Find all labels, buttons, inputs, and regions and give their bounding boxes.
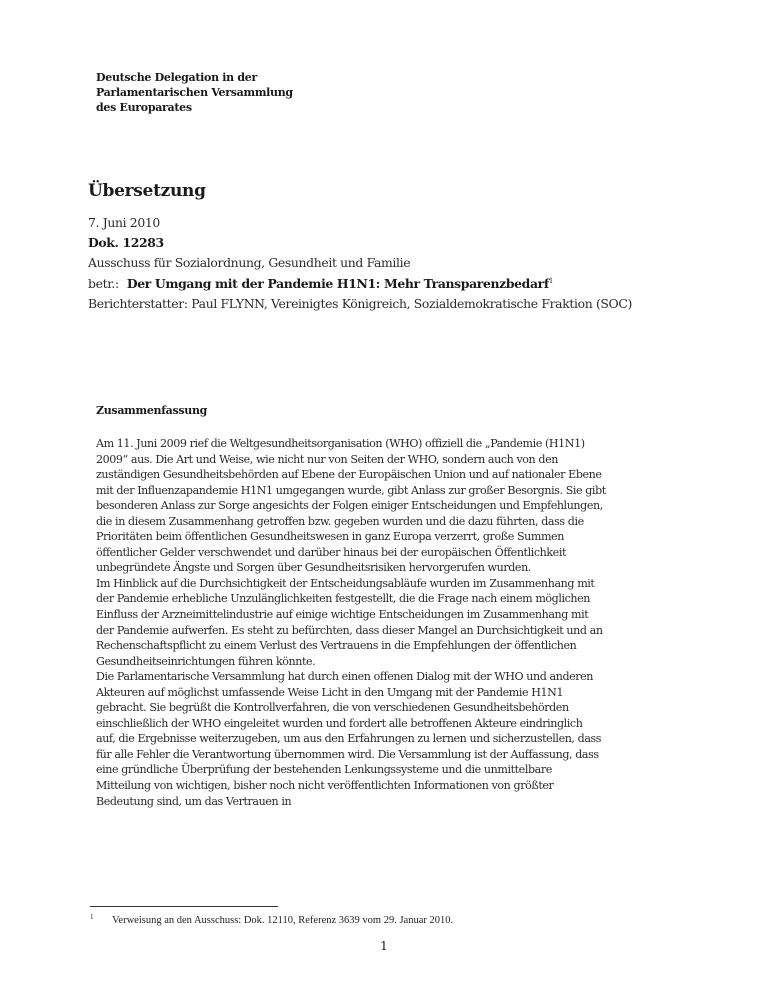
document-number: Dok. 12283 xyxy=(88,235,164,251)
summary-line: einschließlich der WHO eingeleitet wurden und fordert alle betroffenen Akteure eindringlich xyxy=(96,716,583,730)
footnote-text: Verweisung an den Ausschuss: Dok. 12110, Referenz 3639 vom 29. Januar 2010. xyxy=(112,915,454,926)
summary-line: Gesundheitseinrichtungen führen könnte. xyxy=(96,654,316,668)
summary-line: öffentlicher Gelder verschwendet und darüber hinaus bei der europäischen Öffentlichkeit xyxy=(96,545,566,559)
summary-line: Bedeutung sind, um das Vertrauen in xyxy=(96,794,292,808)
summary-line: unbegründete Ängste und Sorgen über Gesundheitsrisiken hervorgerufen wurden. xyxy=(96,561,531,575)
footnote-reference[interactable]: 1 xyxy=(548,276,553,285)
summary-line: mit der Influenzapandemie H1N1 umgegangen wurde, gibt Anlass zur großer Besorgnis. Sie gibt xyxy=(96,483,606,497)
delegation-header xyxy=(96,70,293,115)
page-number: 1 xyxy=(380,939,388,953)
summary-line: besonderen Anlass zur Sorge angesichts der Folgen einiger Entscheidungen und Empfehlungen, xyxy=(96,499,603,513)
footnote-separator xyxy=(90,906,278,907)
summary-line: Am 11. Juni 2009 rief die Weltgesundheitsorganisation (WHO) offiziell die „Pandemie (H1N1) xyxy=(96,437,585,450)
summary-line: die in diesem Zusammenhang getroffen bzw. gegeben wurden und die dazu führten, dass die xyxy=(96,514,584,528)
subject-line xyxy=(88,274,632,294)
summary-line: Im Hinblick auf die Durchsichtigkeit der Entscheidungsabläufe wurden im Zusammenhang mit xyxy=(96,576,595,590)
document-title: Übersetzung xyxy=(88,181,206,201)
document-meta xyxy=(88,213,632,314)
summary-line: der Pandemie aufwerfen. Es steht zu befürchten, dass dieser Mangel an Durchsichtigkeit und an xyxy=(96,623,603,637)
summary-line: 2009“ aus. Die Art und Weise, wie nicht nur von Seiten der WHO, sondern auch von den xyxy=(96,452,558,466)
summary-line: Rechenschaftspflicht zu einem Verlust des Vertrauens in die Empfehlungen der öffentlichen xyxy=(96,639,577,653)
summary-line: Akteuren auf möglichst umfassende Weise Licht in den Umgang mit der Pandemie H1N1 xyxy=(96,685,564,699)
summary-line: Prioritäten beim öffentlichen Gesundheitswesen in ganz Europa verzerrt, große Summen xyxy=(96,530,564,544)
committee-name: Ausschuss für Sozialordnung, Gesundheit und Familie xyxy=(88,255,411,271)
delegation-line: Parlamentarischen Versammlung xyxy=(96,86,293,99)
subject-text: Der Umgang mit der Pandemie H1N1: Mehr Transparenzbedarf xyxy=(126,275,549,291)
delegation-line: Deutsche Delegation in der xyxy=(96,71,257,84)
rapporteur-line: Berichterstatter: Paul FLYNN, Vereinigtes Königreich, Sozialdemokratische Fraktion (SOC) xyxy=(88,295,632,311)
footnote: 1 Verweisung an den Ausschuss: Dok. 12110, Referenz 3639 vom 29. Januar 2010. xyxy=(90,913,454,926)
summary-line: eine gründliche Überprüfung der bestehenden Lenkungssysteme und die unmittelbare xyxy=(96,763,552,777)
summary-line: Mitteilung von wichtigen, bisher noch nicht veröffentlichten Informationen von größter xyxy=(96,779,554,793)
summary-line: auf, die Ergebnisse weiterzugeben, um aus den Erfahrungen zu lernen und sicherzustellen, dass xyxy=(96,732,602,746)
summary-body xyxy=(96,436,606,809)
summary-line: der Pandemie erhebliche Unzulänglichkeiten festgestellt, die die Frage nach einem möglichen xyxy=(96,592,591,606)
delegation-line: des Europarates xyxy=(96,101,192,114)
summary-line: zuständigen Gesundheitsbehörden auf Ebene der Europäischen Union und auf nationaler Ebene xyxy=(96,468,602,482)
summary-heading: Zusammenfassung xyxy=(96,404,208,417)
document-date: 7. Juni 2010 xyxy=(88,215,160,230)
summary-line: für alle Fehler die Verantwortung übernommen wird. Die Versammlung ist der Auffassung, dass xyxy=(96,747,599,761)
summary-line: Einfluss der Arzneimittelindustrie auf einige wichtige Entscheidungen im Zusammenhang mit xyxy=(96,608,589,622)
summary-line: gebracht. Sie begrüßt die Kontrollverfahren, die von verschiedenen Gesundheitsbehörden xyxy=(96,701,569,715)
subject-label: betr.: xyxy=(88,275,119,291)
summary-line: Die Parlamentarische Versammlung hat durch einen offenen Dialog mit der WHO und anderen xyxy=(96,670,594,684)
